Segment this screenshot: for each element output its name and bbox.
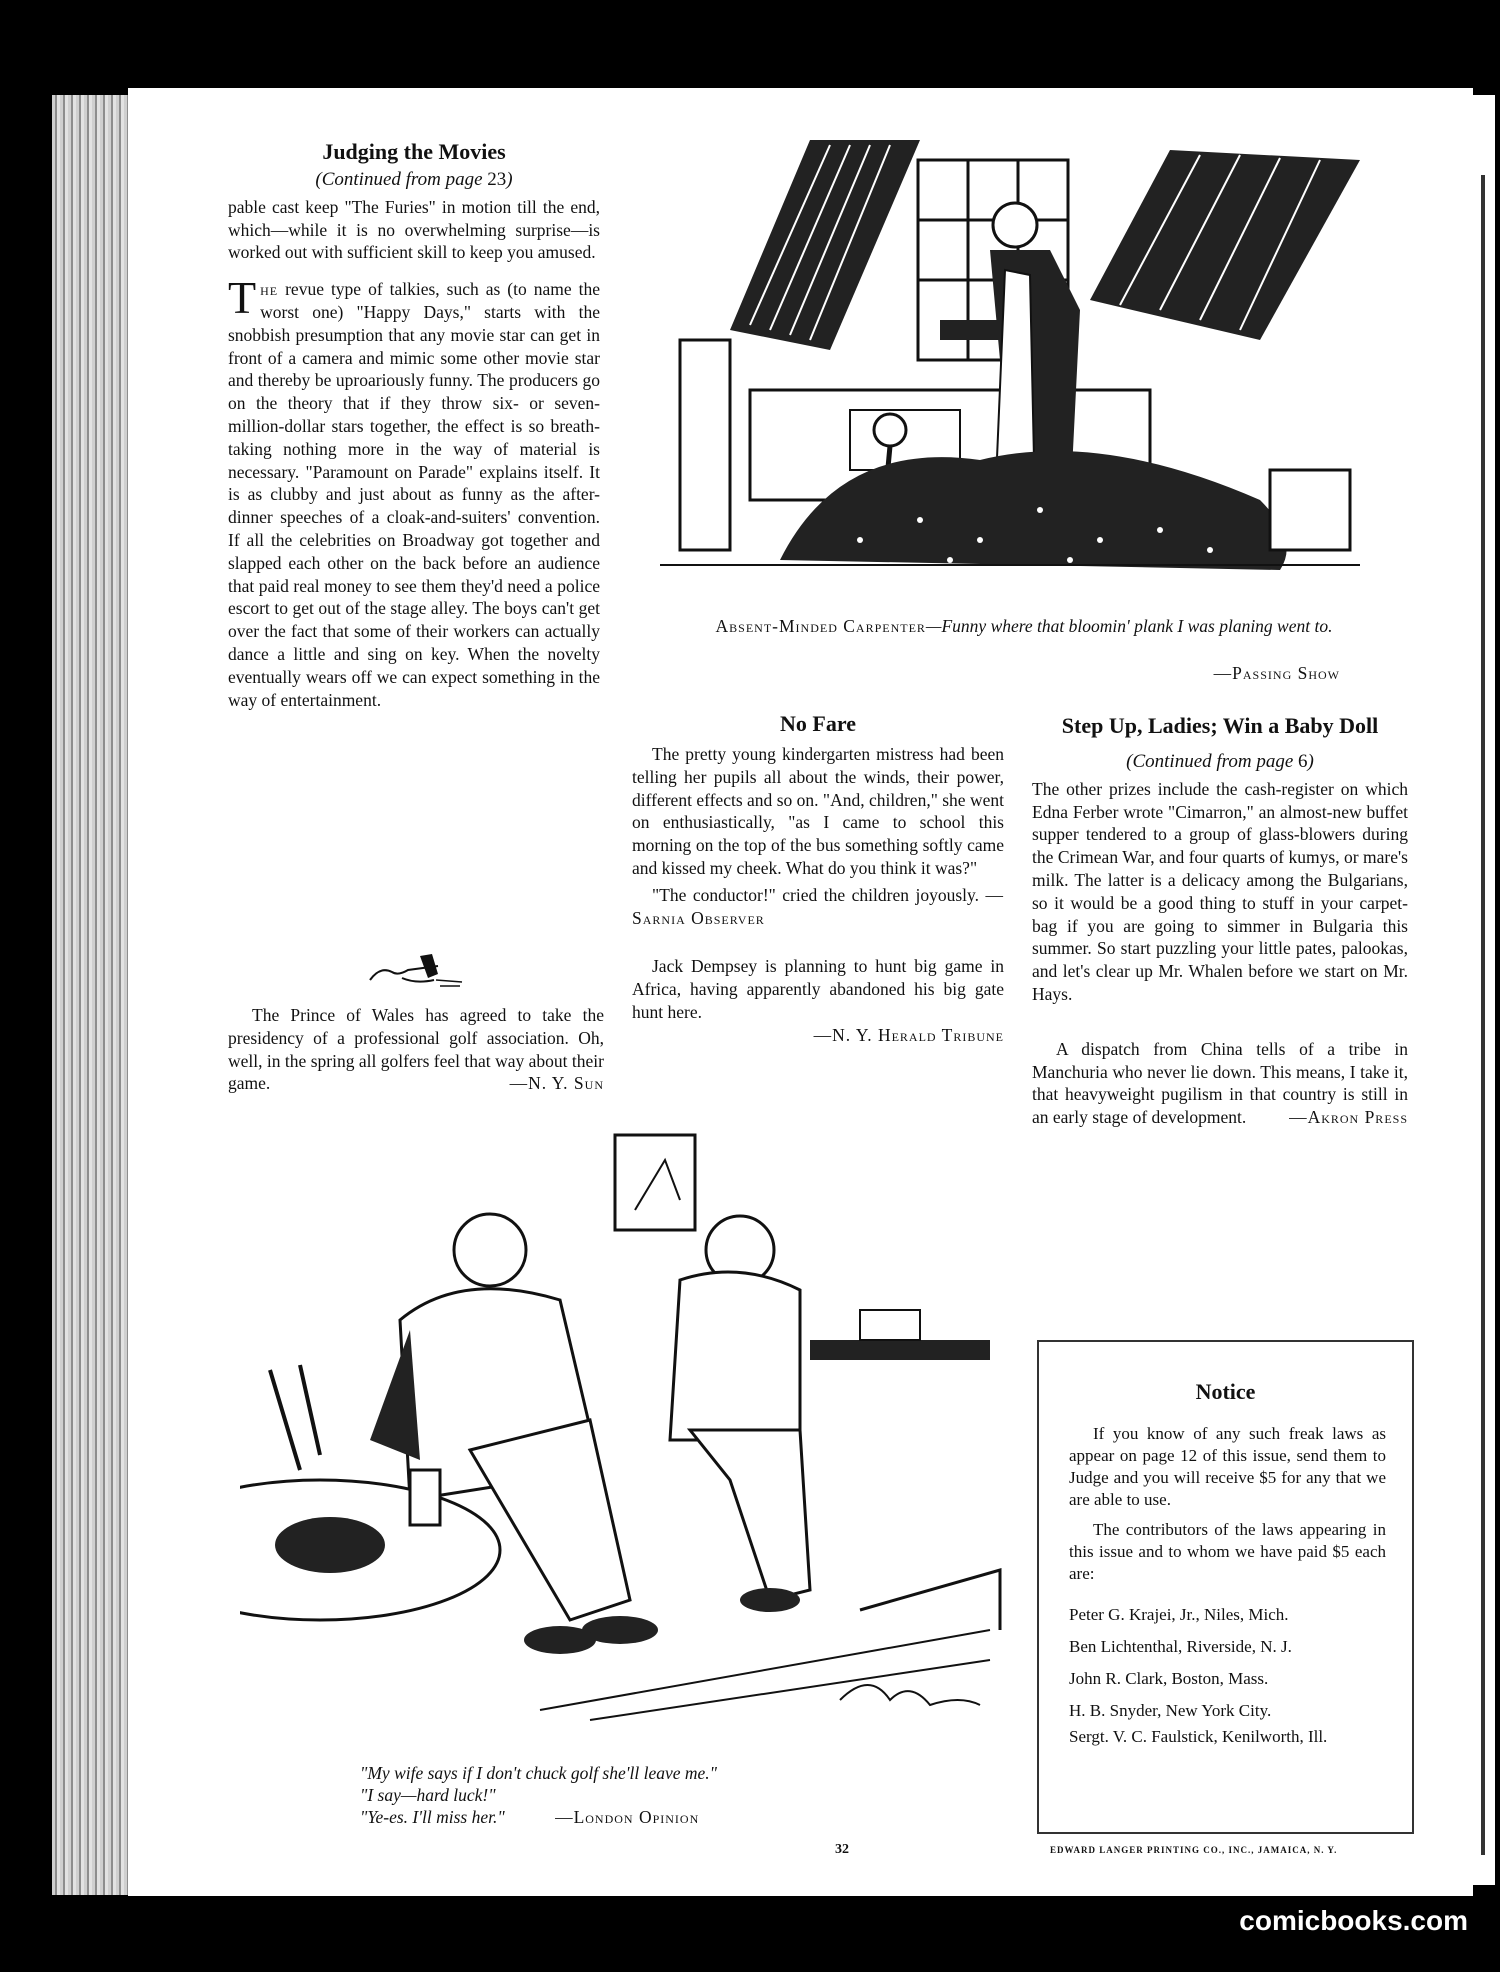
nofare-title: No Fare [780,711,856,736]
doll-title: Step Up, Ladies; Win a Baby Doll [1061,713,1379,738]
doll-article [1032,712,1408,1129]
nofare-article [632,710,1004,1047]
drop-cap: T [228,272,257,324]
nofare-reply: "The conductor!" cried the children joyously. —Sarnia Observer [632,884,1004,928]
contributor-name: Sergt. V. C. Faulstick, Kenilworth, Ill. [1069,1727,1328,1746]
dempsey-text: Jack Dempsey is planning to hunt big game in Africa, having apparently abandoned his big gate hunt here. [632,956,1004,1022]
dempsey-source: —N. Y. Herald Tribune [813,1024,1004,1045]
movies-continued: (Continued from page 23) [315,169,513,190]
contributor-name: John R. Clark, Boston, Mass. [1069,1669,1269,1688]
notice-title: Notice [1195,1379,1256,1404]
prince-item: The Prince of Wales has agreed to take the presidency of a professional golf association. Oh, well, in the spring all golfers feel that way about their game. —N. Y. Sun [228,1005,604,1094]
notice-box [1037,1340,1414,1834]
notice-para-1: If you know of any such freak laws as appear on page 12 of this issue, send them to Judge and you will receive $5 for any that we are able to use. [1069,1424,1386,1509]
carpenter-caption: Absent-Minded Carpenter—Funny where that bloomin' plank I was planing went to. [715,616,1333,636]
contributor-name: H. B. Snyder, New York City. [1069,1701,1272,1720]
movies-para-2: The revue type of talkies, such as (to name the worst one) "Happy Days," starts with the snobbish presumption that any movie star can get in front of a camera and mimic some other movie star and thereby be uproariously funny. The producers go on the theory that if they throw six- or seven-million-dollar stars together, the effect is so breath-taking nothing more in the way of material is necessary. "Paramount on Parade" explains itself. It is as clubby and just about as funny as the after-dinner speeches of a cloak-and-suiters' convention. If all the celebrities on Broadway got together and slapped each other on the back before an audience that paid real money to see them they'd need a police escort to get out of the stage alley. The boys can't get over the fact that some of their workers can actually dance a little and sing on key. When the novelty eventually wears off we can expect something in the way of entertainment. [228,272,600,710]
movies-article [228,138,600,711]
contributor-name: Peter G. Krajei, Jr., Niles, Mich. [1069,1605,1289,1624]
carpenter-illustration [660,140,1370,610]
nofare-text: The pretty young kindergarten mistress had been telling her pupils all about the winds, their power, different effects and so on. "And, children," she went on enthusiastically, "as I came to school this morning on the top of the bus something softly came and kissed my cheek. What do you think it was?" [632,744,1004,878]
movies-title: Judging the Movies [322,139,506,164]
golf-cartoon-illustration [240,1130,1010,1730]
book-spine [52,95,132,1895]
page-edge [1470,95,1495,1885]
hatchet-ornament-icon [362,950,470,994]
golf-caption: "My wife says if I don't chuck golf she'll leave me." "I say—hard luck!" "Ye-es. I'll miss her." —London Opinion [360,1763,718,1827]
contributor-list [1039,1593,1412,1747]
page-number: 32 [835,1842,849,1857]
notice-para-2: The contributors of the laws appearing in this issue and to whom we have paid $5 each are: [1069,1520,1386,1583]
movies-para-1: pable cast keep "The Furies" in motion till the end, which—while it is no overwhelming surprise—is worked out with sufficient skill to keep you amused. [228,196,600,263]
watermark: comicbooks.com [1239,1905,1468,1936]
printer-credit: EDWARD LANGER PRINTING CO., INC., JAMAICA, N. Y. [1050,1845,1338,1855]
carpenter-source: —Passing Show [1213,663,1340,683]
doll-continued: (Continued from page 6) [1126,751,1314,772]
doll-text: The other prizes include the cash-register on which Edna Ferber wrote "Cimarron," an almost-new buffet supper tendered to a group of glass-blowers during the Crimean War, and four quarts of kumys, or mare's milk. The latter is a delicacy among the Bulgarians, so it would be a good thing to stuff in your carpet-bag if you are going to simmer in Bulgaria this summer. So start puzzling your little pates, palookas, and let's clear up Mr. Whalen before we start on Mr. Hays. [1032,778,1408,1004]
china-text: A dispatch from China tells of a tribe in Manchuria who never lie down. This means, I take it, that heavyweight pugilism in that country is still in an early stage of development. —Akron Press [1032,1038,1408,1128]
contributor-name: Ben Lichtenthal, Riverside, N. J. [1069,1637,1292,1656]
